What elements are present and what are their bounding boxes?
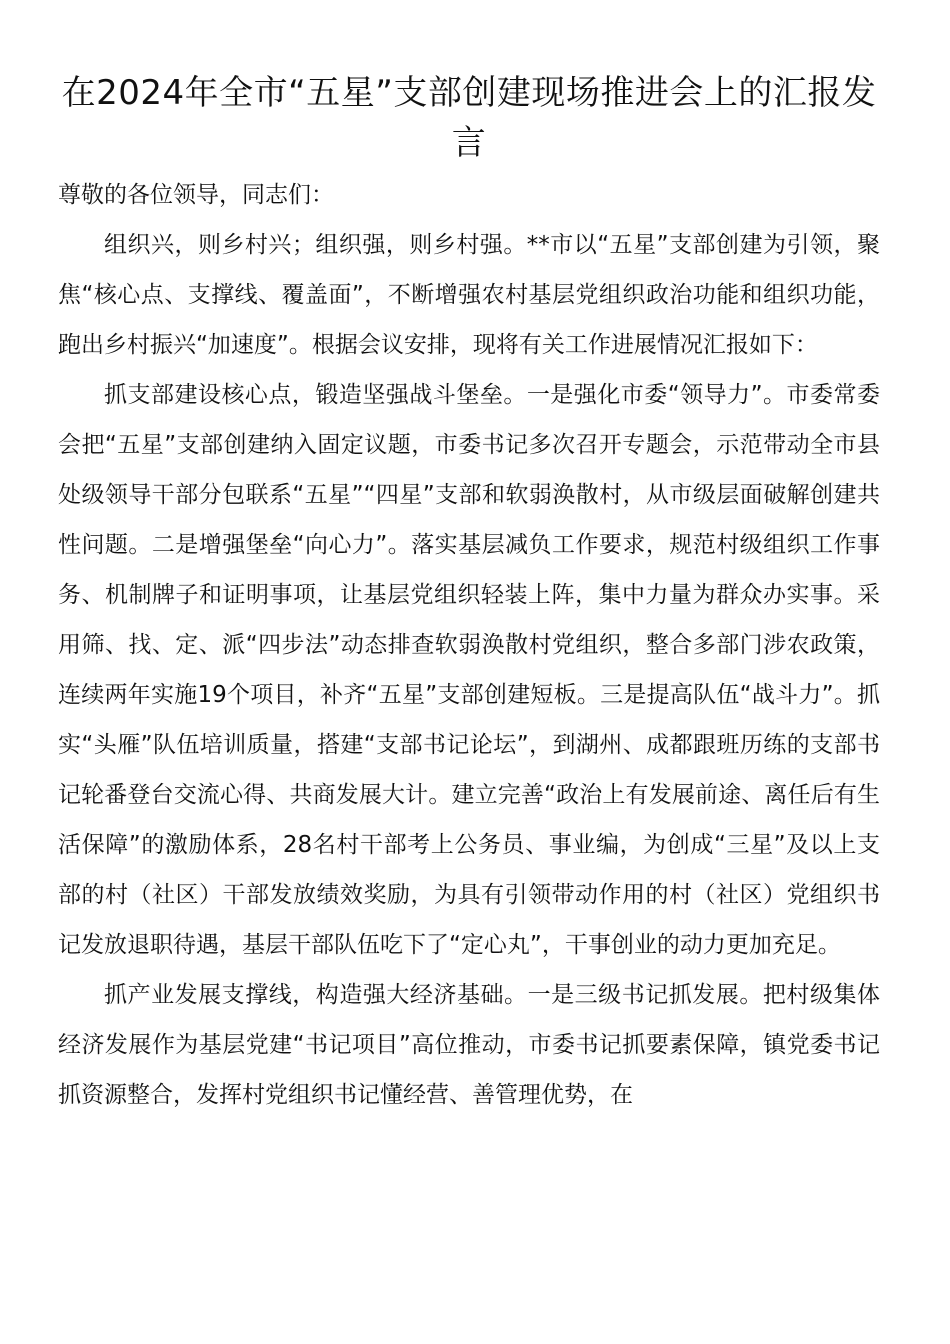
paragraph-body: 一是三级书记抓发展。把村级集体经济发展作为基层党建“书记项目”高位推动，市委书记抓要素保障，镇党委书记抓资源整合，发挥村党组织书记懂经营、善管理优势，在 bbox=[58, 982, 880, 1108]
paragraph-body: 组织兴，则乡村兴；组织强，则乡村强。**市以“五星”支部创建为引领，聚焦“核心点、支撑线、覆盖面”，不断增强农村基层党组织政治功能和组织功能，跑出乡村振兴“加速度”。根据会议安排，现将有关工作进展情况汇报如下： bbox=[58, 232, 880, 358]
document-title: 在2024年全市“五星”支部创建现场推进会上的汇报发言 bbox=[61, 73, 877, 163]
salutation: 尊敬的各位领导，同志们： bbox=[58, 182, 334, 208]
paragraph-body: 一是强化市委“领导力”。市委常委会把“五星”支部创建纳入固定议题，市委书记多次召开专题会，示范带动全市县处级领导干部分包联系“五星”“四星”支部和软弱涣散村，从市级层面破解创建共性问题。二是增强堡垒“向心力”。落实基层减负工作要求，规范村级组织工作事务、机制牌子和证明事项，让基层党组织轻装上阵，集中力量为群众办实事。采用筛、找、定、派“四步法”动态排查软弱涣散村党组织，整合多部门涉农政策，连续两年实施19个项目，补齐“五星”支部创建短板。三是提高队伍“战斗力”。抓实“头雁”队伍培训质量，搭建“支部书记论坛”，到湖州、成都跟班历练的支部书记轮番登台交流心得、共商发展大计。建立完善“政治上有发展前途、离任后有生活保障”的激励体系，28名村干部考上公务员、事业编，为创成“三星”及以上支部的村（社区）干部发放绩效奖励，为具有引领带动作用的村（社区）党组织书记发放退职待遇，基层干部队伍吃下了“定心丸”，干事创业的动力更加充足。 bbox=[58, 382, 880, 958]
paragraph-intro bbox=[58, 220, 880, 370]
paragraph-lead: 抓支部建设核心点，锻造坚强战斗堡垒。 bbox=[104, 382, 527, 408]
paragraph-branch-core bbox=[58, 370, 880, 970]
paragraph-industry-support bbox=[58, 970, 880, 1120]
paragraph-lead: 抓产业发展支撑线，构造强大经济基础。 bbox=[104, 982, 528, 1008]
